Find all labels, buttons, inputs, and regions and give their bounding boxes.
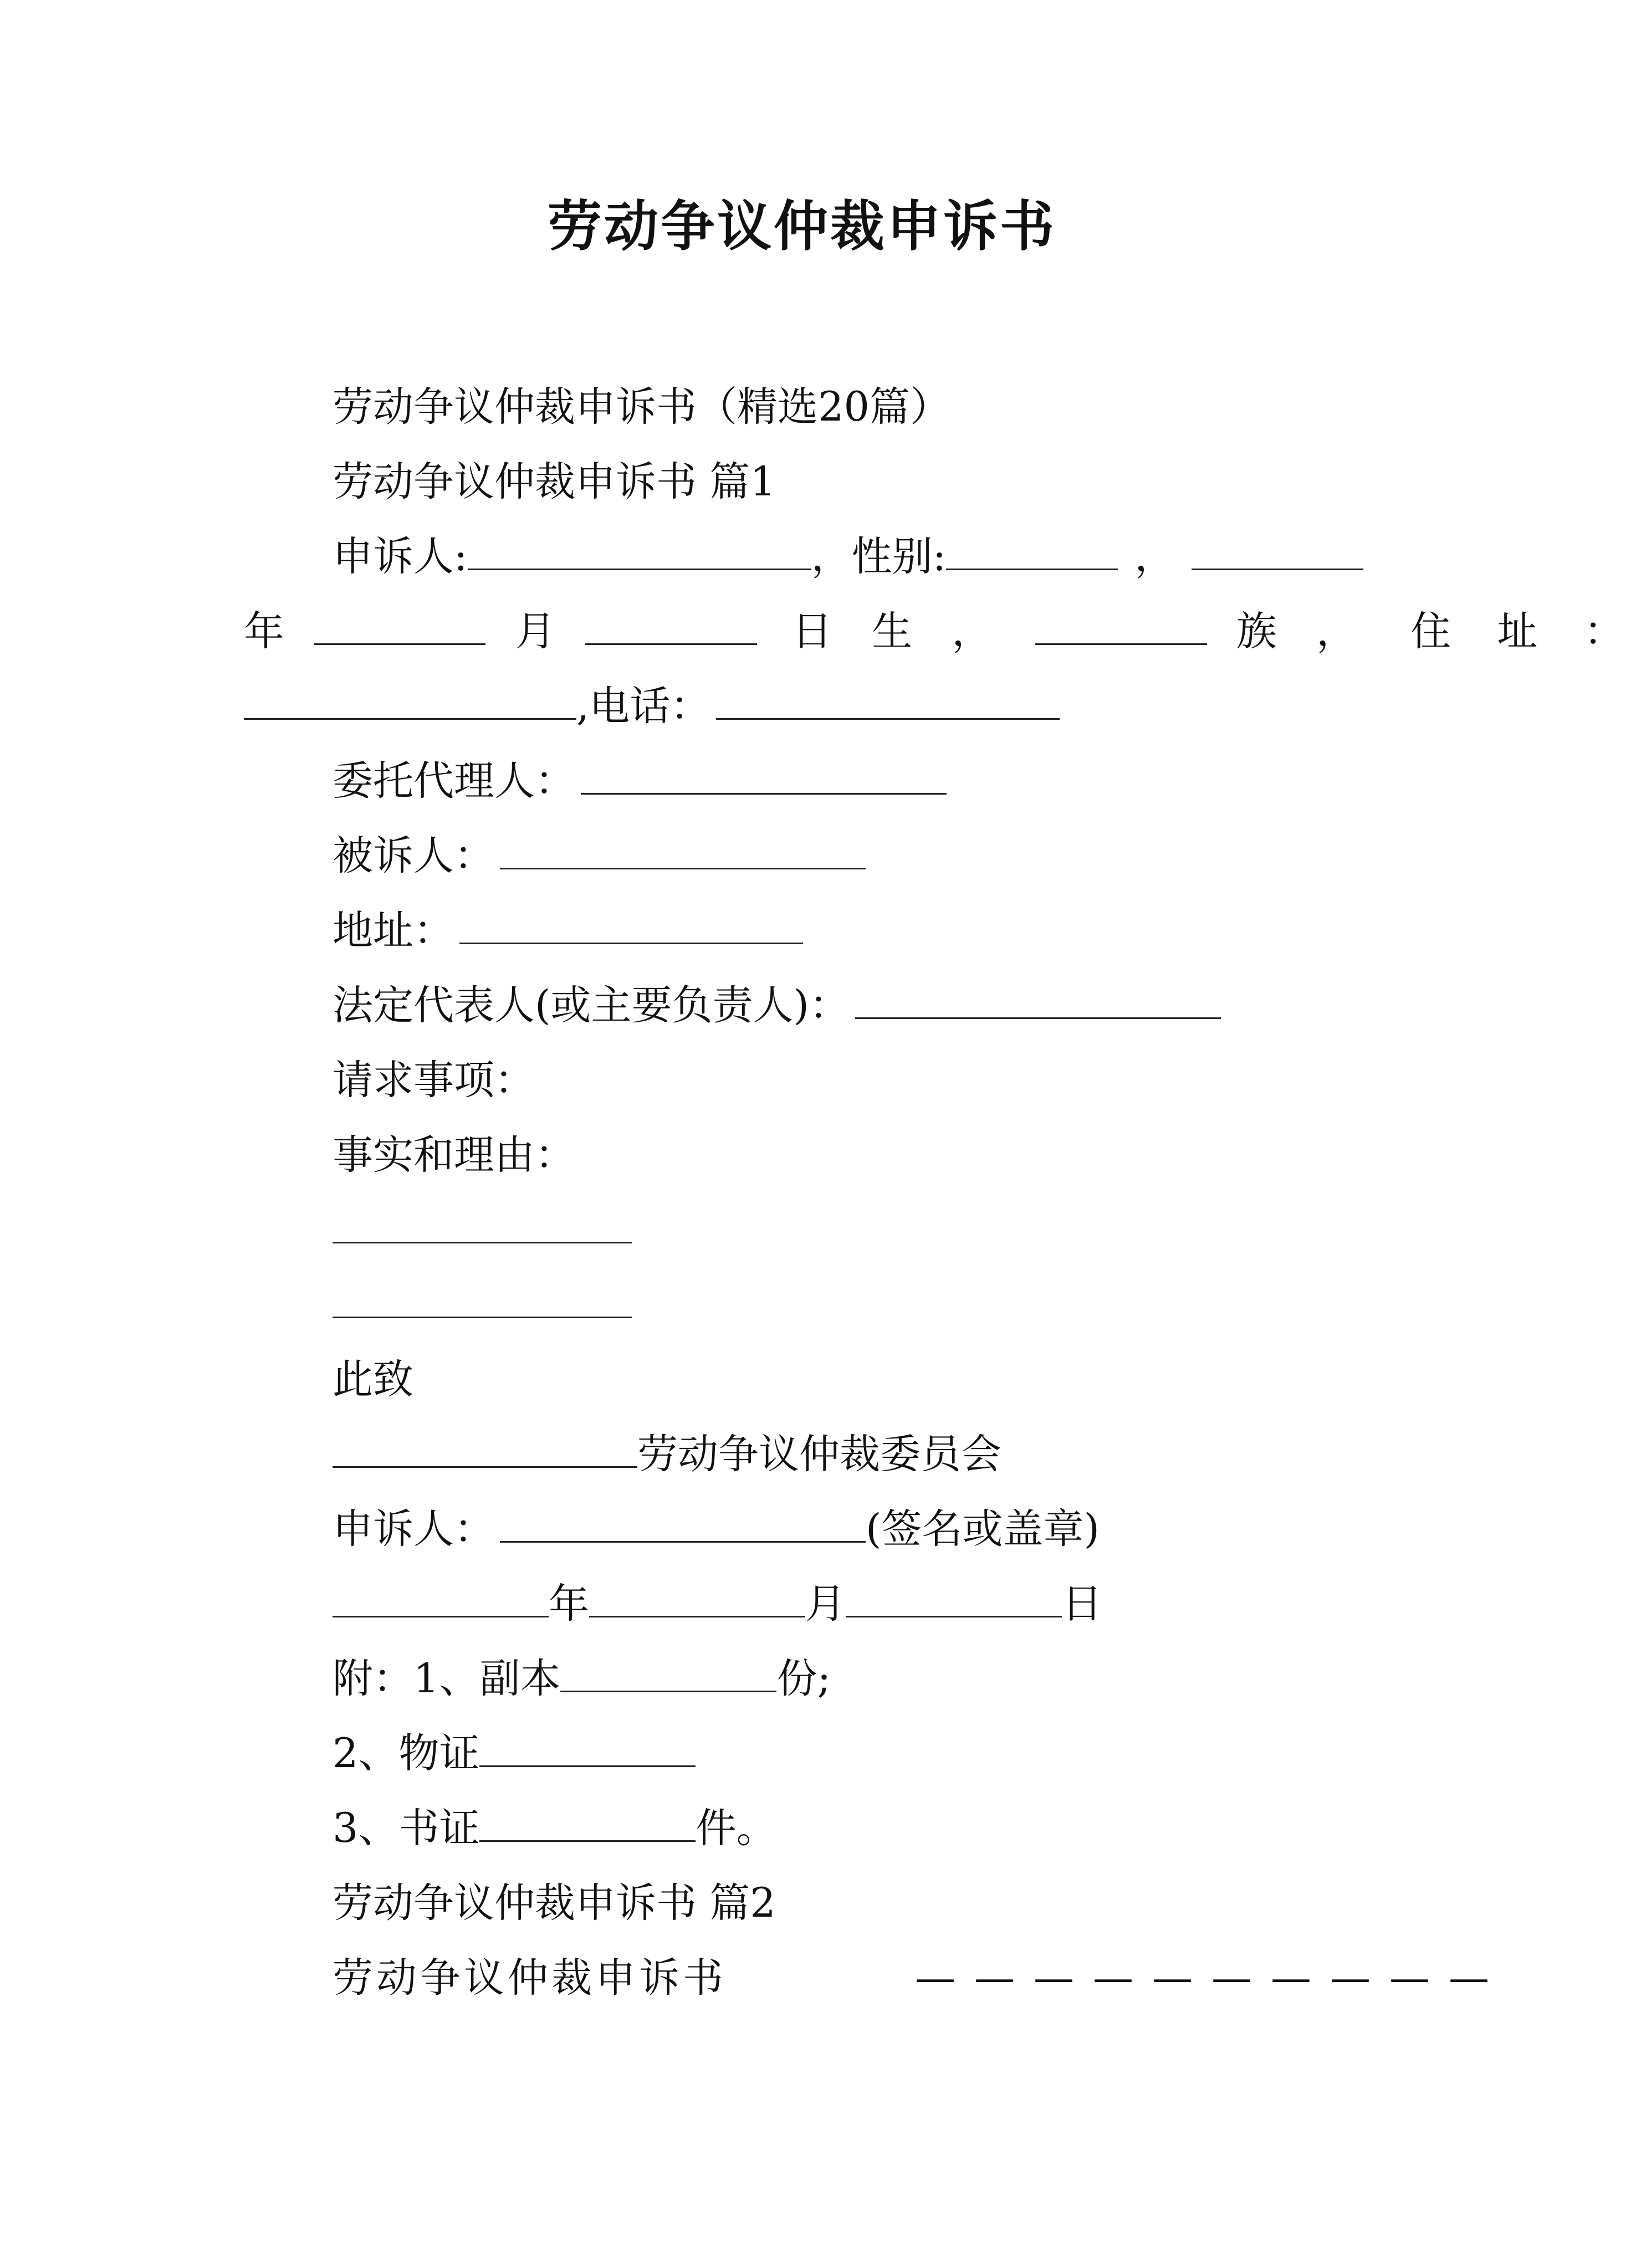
sign-note: (签名或盖章) (866, 1506, 1100, 1553)
agent-line (333, 751, 947, 812)
document-title: 劳动争议仲裁申诉书 (547, 194, 1056, 258)
attachment-3-suffix: 件。 (696, 1805, 777, 1852)
facts-blank-line-2 (333, 1274, 632, 1335)
sign-line (333, 1499, 1100, 1560)
date-year-label: 年 (549, 1580, 589, 1627)
phone-blank (716, 715, 1060, 720)
ethnic-blank (1035, 640, 1207, 645)
part-1-heading: 劳动争议仲裁申诉书 篇1 (333, 458, 776, 505)
attachment-1-label: 附：1、副本 (333, 1655, 561, 1702)
sign-blank (500, 1538, 866, 1543)
date-year-blank (333, 1612, 549, 1617)
agent-blank (581, 790, 947, 795)
complainant-name-blank (468, 565, 811, 570)
ethnic-label: 族 ， (1236, 608, 1370, 655)
facts-label: 事实和理由： (333, 1132, 575, 1179)
committee-blank (333, 1463, 637, 1468)
legal-rep-label: 法定代表人(或主要负责人)： (333, 982, 850, 1029)
address-phone-line (244, 676, 1060, 737)
complainant-line (333, 526, 1363, 587)
sign-label: 申诉人： (333, 1506, 494, 1553)
birth-year-blank (314, 640, 485, 645)
documentary-evidence-blank (479, 1837, 696, 1842)
birth-line (244, 601, 1641, 662)
respondent-line (333, 826, 866, 887)
date-day-label: 日 (1062, 1580, 1102, 1627)
committee-line (333, 1424, 1001, 1485)
phone-label: ,电话： (576, 683, 711, 730)
gender-label: ，性别: (811, 533, 947, 580)
last-line-dashes: —————————— (915, 1954, 1508, 2001)
address-label: 住 址 ： (1410, 608, 1641, 655)
day-born-label: 日 生 ， (791, 608, 1006, 655)
birth-year-blank-start (1192, 565, 1363, 570)
addr-label: 地址： (333, 907, 454, 954)
salutation: 此致 (333, 1356, 413, 1403)
facts-blank-1 (333, 1238, 632, 1243)
agent-label: 委托代理人： (333, 757, 575, 805)
committee-label: 劳动争议仲裁委员会 (637, 1431, 1001, 1478)
attachment-1-suffix: 份; (776, 1655, 831, 1702)
request-label: 请求事项： (333, 1057, 535, 1104)
address2-line (333, 900, 803, 961)
date-line (333, 1574, 1102, 1635)
facts-blank-2 (333, 1313, 632, 1318)
legal-rep-blank (855, 1014, 1221, 1019)
gender-blank (946, 565, 1118, 570)
attachment-2-label: 2、物证 (333, 1730, 480, 1777)
legal-rep-line (333, 975, 1221, 1036)
part-2-heading: 劳动争议仲裁申诉书 篇2 (333, 1880, 776, 1927)
date-month-label: 月 (805, 1580, 846, 1627)
month-label: 月 (515, 608, 556, 655)
birth-month-blank (585, 640, 757, 645)
respondent-blank (500, 864, 866, 869)
copies-blank (560, 1687, 776, 1692)
respondent-label: 被诉人： (333, 832, 494, 879)
last-line-title: 劳动争议仲裁申诉书 (333, 1954, 727, 2001)
address-blank (244, 715, 576, 720)
attachment-1-line (333, 1648, 831, 1709)
date-day-blank (846, 1612, 1062, 1617)
attachment-3-label: 3、书证 (333, 1805, 480, 1852)
respondent-address-blank (459, 939, 803, 944)
facts-blank-line-1 (333, 1200, 632, 1261)
comma: ， (1134, 533, 1175, 580)
date-month-blank (589, 1612, 805, 1617)
collection-heading: 劳动争议仲裁申诉书（精选20篇） (333, 383, 950, 431)
attachment-2-line (333, 1723, 696, 1784)
physical-evidence-blank (479, 1762, 696, 1767)
complainant-label: 申诉人: (333, 533, 468, 580)
last-line (333, 1948, 1508, 2009)
attachment-3-line (333, 1798, 776, 1859)
year-label: 年 (244, 608, 284, 655)
